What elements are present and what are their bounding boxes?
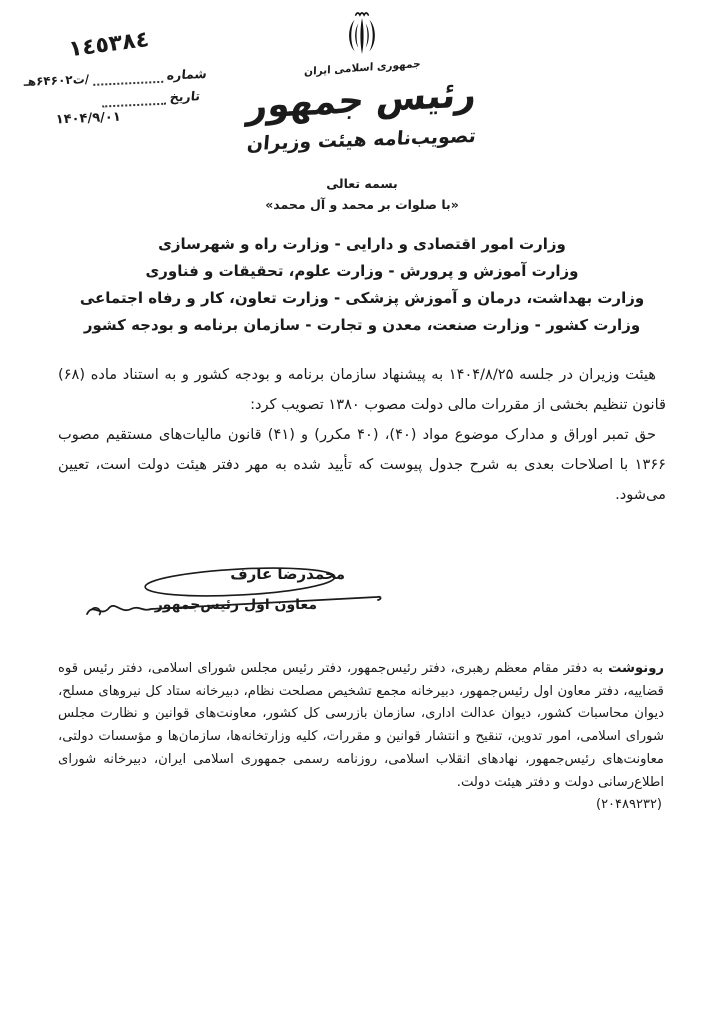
- stamped-date-value: ۱۴۰۴/۹/۰۱: [55, 109, 122, 128]
- addressee-line: وزارت کشور - وزارت صنعت، معدن و تجارت - سازمان برنامه و بودجه کشور: [83, 316, 641, 334]
- letterhead: [0, 10, 724, 156]
- country-name: جمهوری اسلامی ایران: [303, 57, 421, 79]
- signer-title: معاون اول رئیس‌جمهور: [154, 597, 317, 613]
- reference-number: (۲۰۴۸۹۲۳۲): [595, 797, 662, 812]
- copy-to-paragraph: [58, 658, 664, 794]
- addressee-line: وزارت بهداشت، درمان و آموزش پزشکی - وزارت تعاون، کار و رفاه اجتماعی: [79, 289, 645, 307]
- signer-name: محمدرضا عارف: [230, 565, 345, 583]
- salawat: «با صلوات بر محمد و آل محمد»: [265, 197, 459, 212]
- stamped-letter-number: ١٤٥٣٨٤: [67, 26, 151, 63]
- number-suffix-value: /ت۶۴۶۰۲هـ: [23, 72, 90, 89]
- body-paragraph-2: حق تمبر اوراق و مدارک موضوع مواد (۴۰)، (۴۰ مکرر) و (۴۱) قانون مالیات‌های مستقیم مصوب ۱۳۶۶ با اصلاحات بعدی به شرح جدول پیوست که تأیید شده به مهر دفتر هیئت دولت است، تعیین می‌شود.: [58, 426, 666, 503]
- date-label: تاریخ: [168, 88, 201, 105]
- iran-national-emblem-icon: [341, 10, 383, 60]
- addressee-list: [0, 231, 724, 339]
- signature-block: [85, 552, 385, 642]
- document-type-calligraphy: تصویب‌نامه هیئت وزیران: [246, 124, 478, 156]
- copy-to-lead: رونوشت: [608, 661, 664, 676]
- number-label: شماره: [166, 65, 208, 83]
- copy-to-text: به دفتر مقام معظم رهبری، دفتر رئیس‌جمهور، دفتر رئیس مجلس شورای اسلامی، دفتر رئیس قوه قضاییه، دفتر معاون اول رئیس‌جمهور، دبیرخانه مجمع تشخیص مصلحت نظام، دبیرخانه ستاد کل نیروهای مسلح، دیوان محاسبات کشور، دیوان عدالت اداری، سازمان بازرسی کل کشور، معاونت‌های قوانین و نظارت مجلس شورای اسلامی، امور تدوین، تنقیح و انتشار قوانین و مقررات، کلیه وزارتخانه‌ها، سازمان‌ها و مؤسسات دولتی، معاونت‌های رئیس‌جمهور، نهادهای انقلاب اسلامی، روزنامه رسمی جمهوری اسلامی ایران، دبیرخانه شورای اطلاع‌رسانی دولت و دفتر هیئت دولت.: [58, 661, 664, 790]
- basmala: بسمه تعالی: [326, 176, 398, 191]
- addressee-line: وزارت امور اقتصادی و دارایی - وزارت راه و شهرسازی: [158, 235, 566, 253]
- office-name-calligraphy: رئیس جمهور: [245, 73, 479, 128]
- body-paragraph-1: هیئت وزیران در جلسه ۱۴۰۴/۸/۲۵ به پیشنهاد سازمان برنامه و بودجه کشور و به استناد ماده (۶۸) قانون تنظیم بخشی از مقررات مالی دولت مصوب ۱۳۸۰ تصویب کرد:: [58, 366, 666, 413]
- addressee-line: وزارت آموزش و پرورش - وزارت علوم، تحقیقات و فناوری: [145, 262, 579, 280]
